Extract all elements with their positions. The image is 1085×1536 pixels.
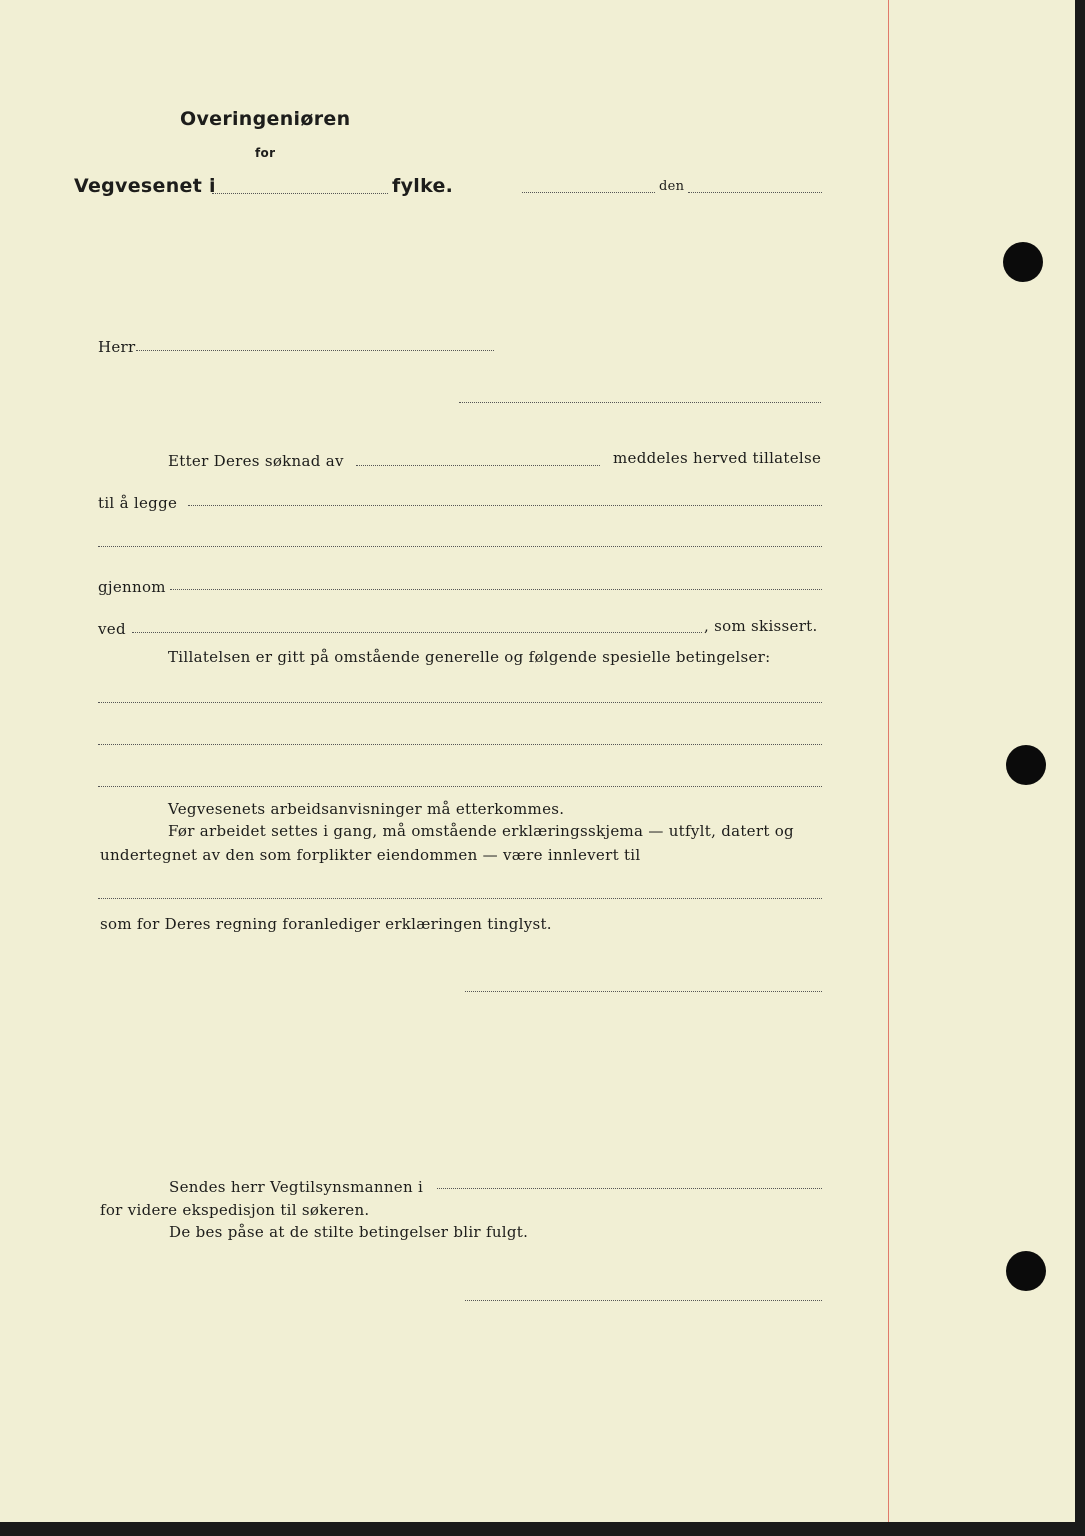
date-label: den (659, 179, 685, 194)
undertegnet-text: undertegnet av den som forplikter eiendommen — være innlevert til (100, 846, 641, 864)
arbeidsanvisninger-text: Vegvesenets arbeidsanvisninger må etterkommes. (168, 800, 565, 818)
betingelser-field-1[interactable] (98, 702, 822, 703)
signature-field-2[interactable] (465, 1300, 822, 1301)
date-field[interactable] (688, 192, 822, 193)
header-org-suffix: fylke. (392, 175, 454, 197)
pase-text: De bes påse at de stilte betingelser blir fulgt. (169, 1223, 529, 1241)
gjennom-label: gjennom (98, 578, 166, 596)
scan-edge-right (1075, 0, 1085, 1536)
betingelser-field-2[interactable] (98, 744, 822, 745)
recipient-name-field[interactable] (136, 350, 494, 351)
vegtilsynsmann-field[interactable] (437, 1188, 822, 1189)
scan-edge-bottom (0, 1522, 1085, 1536)
signature-field-1[interactable] (465, 991, 822, 992)
punch-hole-bottom (1006, 1251, 1046, 1291)
regning-text: som for Deres regning foranlediger erklæringen tinglyst. (100, 915, 552, 933)
innlevert-field[interactable] (98, 898, 822, 899)
legge-label: til å legge (98, 494, 178, 512)
soknad-prefix: Etter Deres søknad av (168, 452, 344, 470)
sendes-text: Sendes herr Vegtilsynsmannen i (169, 1178, 424, 1196)
legge-field[interactable] (188, 505, 822, 506)
videre-text: for videre ekspedisjon til søkeren. (100, 1201, 370, 1219)
for-arbeidet-text: Før arbeidet settes i gang, må omstående erklæringsskjema — utfylt, datert og (168, 822, 794, 840)
header-title: Overingeniøren (180, 108, 351, 130)
soknad-date-field[interactable] (356, 465, 600, 466)
recipient-address-field[interactable] (459, 402, 821, 403)
soknad-suffix: meddeles herved tillatelse (613, 449, 822, 467)
ved-field[interactable] (132, 632, 702, 633)
place-field[interactable] (522, 192, 655, 193)
betingelser-field-3[interactable] (98, 786, 822, 787)
punch-hole-middle (1006, 745, 1046, 785)
legge-field-2[interactable] (98, 546, 822, 547)
ved-label: ved (98, 620, 126, 638)
betingelser-text: Tillatelsen er gitt på omstående generelle og følgende spesielle betingelser: (168, 648, 771, 666)
header-org-prefix: Vegvesenet i (74, 175, 216, 197)
gjennom-field[interactable] (170, 589, 822, 590)
skissert-label: , som skissert. (704, 617, 818, 635)
herr-label: Herr (98, 338, 136, 356)
red-margin-line (888, 0, 889, 1536)
header-for: for (255, 146, 276, 160)
fylke-field[interactable] (212, 193, 388, 194)
punch-hole-top (1003, 242, 1043, 282)
